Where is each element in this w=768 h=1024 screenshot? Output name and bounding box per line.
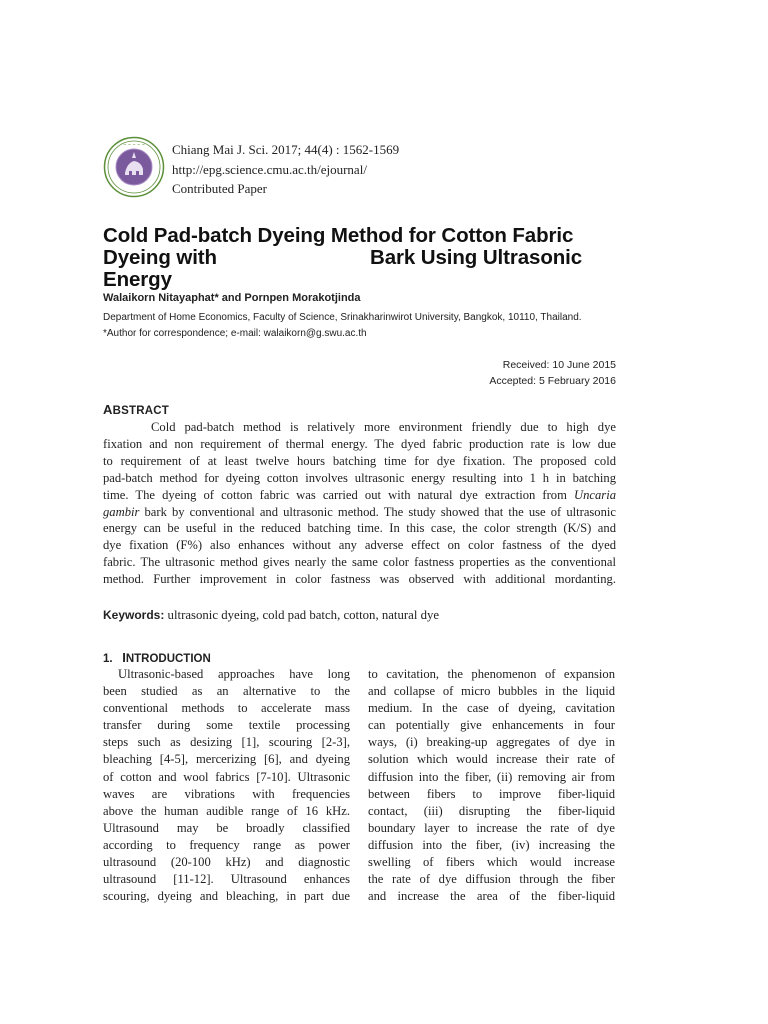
text-line: diffusion into the fiber, (iv) increasing the bbox=[368, 837, 615, 852]
paper-type: Contributed Paper bbox=[172, 181, 267, 196]
text-line: and collapse of micro bubbles in the liquid bbox=[368, 684, 615, 699]
abstract-line: method. Further improvement in color fastness was observed with additional mordanting. bbox=[103, 572, 616, 587]
abstract-line: energy can be useful in the reduced batching time. In this case, the color strength (K/S) and bbox=[103, 521, 616, 536]
abstract-heading-rest: BSTRACT bbox=[112, 405, 169, 417]
abstract-line: fabric. The ultrasonic method gives nearly the same color fastness properties as the conventional bbox=[103, 555, 616, 570]
text-line: solution which would increase their rate of bbox=[368, 752, 615, 767]
text-line: between fibers to improve fiber-liquid bbox=[368, 786, 615, 801]
keywords bbox=[103, 608, 439, 623]
title-line-3: Energy bbox=[103, 268, 172, 291]
text-line: of cotton and wool fabrics [7-10]. Ultrasonic bbox=[103, 769, 350, 784]
text-line: and increase the area of the fiber-liquid bbox=[368, 889, 615, 904]
keywords-text: ultrasonic dyeing, cold pad batch, cotton, natural dye bbox=[164, 608, 440, 622]
journal-url[interactable]: http://epg.science.cmu.ac.th/ejournal/ bbox=[172, 161, 367, 177]
authors: Walaikorn Nitayaphat* and Pornpen Morakotjinda bbox=[103, 292, 361, 304]
text-line: Ultrasonic-based approaches have long bbox=[118, 667, 350, 681]
dates-block bbox=[489, 357, 616, 389]
introduction-column-right bbox=[368, 666, 615, 905]
species-epithet: gambir bbox=[103, 504, 140, 519]
text-line: ultrasound (20-100 kHz) and diagnostic bbox=[103, 855, 350, 870]
introduction-column-left bbox=[103, 666, 350, 905]
title-line-2-left: Dyeing with bbox=[103, 246, 217, 269]
text-line: swelling of fibers which would increase bbox=[368, 855, 615, 870]
text-line: transfer during some textile processing bbox=[103, 718, 350, 733]
abstract-line-text: bark by conventional and ultrasonic method. The study showed that the use of ultrasonic bbox=[144, 504, 616, 519]
abstract-heading-initial: A bbox=[103, 402, 113, 417]
text-line: diffusion into the fiber, (ii) removing air from bbox=[368, 769, 615, 784]
abstract-line-text: time. The dyeing of cotton fabric was carried out with natural dye extraction from bbox=[103, 487, 575, 502]
introduction-heading bbox=[103, 650, 211, 665]
text-line: above the human audible range of 16 kHz. bbox=[103, 803, 350, 818]
species-genus: Uncaria bbox=[574, 487, 616, 502]
correspondence: *Author for correspondence; e-mail: walaikorn@g.swu.ac.th bbox=[103, 328, 367, 339]
text-line: scouring, dyeing and bleaching, in part due bbox=[103, 889, 350, 904]
title-line-1: Cold Pad-batch Dyeing Method for Cotton Fabric bbox=[103, 224, 574, 247]
section-number: 1. bbox=[103, 653, 113, 665]
affiliation: Department of Home Economics, Faculty of Science, Srinakharinwirot University, Bangkok, 10110, Thailand. bbox=[103, 312, 582, 323]
text-line: the rate of dye diffusion through the fiber bbox=[368, 872, 615, 887]
text-line: ways, (i) breaking-up aggregates of dye in bbox=[368, 735, 615, 750]
text-line: Ultrasound may be broadly classified bbox=[103, 820, 350, 835]
text-line: boundary layer to increase the rate of dye bbox=[368, 820, 615, 835]
text-line: steps such as desizing [1], scouring [2-3], bbox=[103, 735, 350, 750]
journal-citation: Chiang Mai J. Sci. 2017; 44(4) : 1562-1569 bbox=[172, 142, 400, 157]
accepted-date: Accepted: 5 February 2016 bbox=[489, 375, 616, 387]
abstract-line: to requirement of at least twelve hours batching time for dye fixation. The proposed cold bbox=[103, 453, 616, 468]
received-date: Received: 10 June 2015 bbox=[502, 359, 616, 371]
abstract-body bbox=[103, 419, 616, 588]
title-line-2 bbox=[103, 247, 663, 269]
text-line: waves are vibrations with frequencies bbox=[103, 786, 350, 801]
introduction-heading-rest: NTRODUCTION bbox=[125, 653, 211, 665]
affiliation-block bbox=[103, 310, 582, 342]
abstract-line: dye fixation (F%) also enhances without any adverse effect on color fastness of the dyed bbox=[103, 538, 616, 553]
svg-text:~ ~ ~ ~ ~: ~ ~ ~ ~ ~ bbox=[123, 142, 145, 147]
abstract-heading bbox=[103, 402, 169, 417]
text-line: to cavitation, the phenomenon of expansion bbox=[368, 667, 615, 681]
text-line: contact, (iii) disrupting the fiber-liquid bbox=[368, 803, 615, 818]
text-line: been studied as an alternative to the bbox=[103, 684, 350, 699]
journal-header bbox=[172, 140, 399, 199]
text-line: can potentially give enhancements in four bbox=[368, 718, 615, 733]
abstract-line: Cold pad-batch method is relatively more environment friendly due to high dye bbox=[151, 420, 616, 434]
introduction-heading-initial: I bbox=[122, 650, 126, 665]
keywords-label: Keywords: bbox=[103, 608, 165, 622]
paper-title bbox=[103, 225, 663, 291]
text-line: ultrasound [11-12]. Ultrasound enhances bbox=[103, 872, 350, 887]
chiang-mai-university-seal-icon bbox=[103, 136, 165, 198]
title-line-2-right: Bark Using Ultrasonic bbox=[370, 246, 583, 269]
text-line: medium. In the case of dyeing, cavitation bbox=[368, 701, 615, 716]
abstract-line bbox=[103, 487, 616, 504]
text-line: conventional methods to accelerate mass bbox=[103, 701, 350, 716]
text-line: according to frequency range as power bbox=[103, 837, 350, 852]
text-line: bleaching [4-5], mercerizing [6], and dyeing bbox=[103, 752, 350, 767]
abstract-line: pad-batch method for dyeing cotton involves ultrasonic energy resulting into 1 h in batching bbox=[103, 470, 616, 485]
abstract-line: fixation and non requirement of thermal energy. The dyed fabric production rate is low due bbox=[103, 436, 616, 451]
abstract-line bbox=[103, 504, 616, 521]
